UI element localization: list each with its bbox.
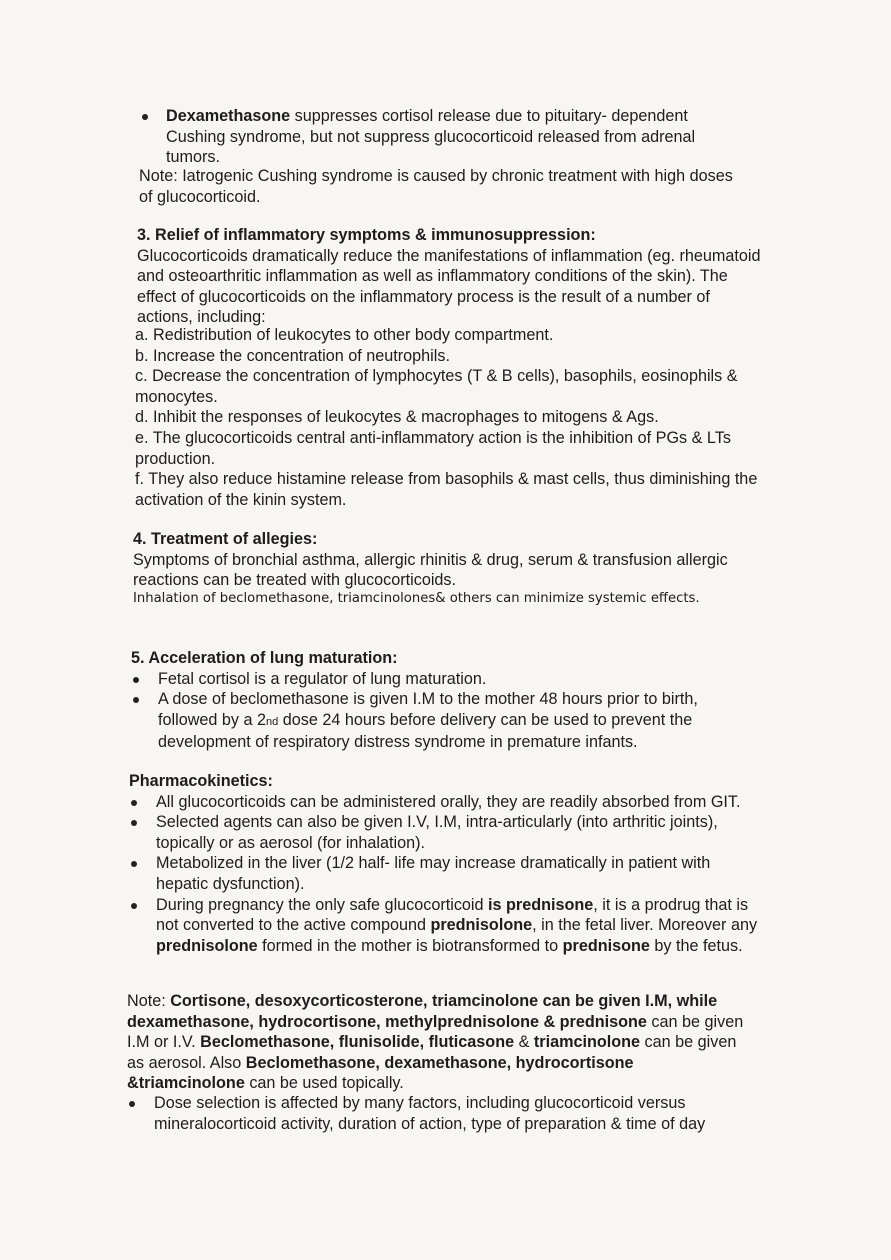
section-4 xyxy=(133,529,753,591)
section-5-heading: 5. Acceleration of lung maturation: xyxy=(131,649,398,667)
list-item: a. Redistribution of leukocytes to other body compartment. xyxy=(135,326,554,344)
section-5 xyxy=(131,648,756,753)
section-4-heading: 4. Treatment of allegies: xyxy=(133,530,318,548)
section-3 xyxy=(137,225,762,328)
section-3-items xyxy=(135,325,760,510)
bullet-icon xyxy=(131,800,137,806)
section-3-heading: 3. Relief of inflammatory symptoms & immunosuppression: xyxy=(137,226,596,244)
list-item: A dose of beclomethasone is given I.M to the mother 48 hours prior to birth, followed by a 2nd dose 24 hours before delivery can be used to prevent the development of respiratory distress syndrome in premature infants. xyxy=(131,689,756,753)
bullet-icon xyxy=(142,114,148,120)
list-item: d. Inhibit the responses of leukocytes & macrophages to mitogens & Ags. xyxy=(135,408,659,427)
bullet-icon xyxy=(133,677,139,683)
bullet-icon xyxy=(129,1101,135,1107)
dose-selection-bullet xyxy=(127,1093,757,1134)
section-4-text: Symptoms of bronchial asthma, allergic rhinitis & drug, serum & transfusion allergic reactions can be treated with glucocorticoids. xyxy=(133,550,728,590)
dexamethasone-bullet xyxy=(139,106,749,168)
section-4-inhalation: Inhalation of beclomethasone, triamcinolones& others can minimize systemic effects. xyxy=(133,591,700,606)
list-item: Metabolized in the liver (1/2 half- life may increase dramatically in patient with hepatic dysfunction). xyxy=(129,853,759,894)
list-item: f. They also reduce histamine release from basophils & mast cells, thus diminishing the activation of the kinin system. xyxy=(135,470,758,509)
bullet-icon xyxy=(131,903,137,909)
pharmacokinetics xyxy=(129,771,759,956)
list-item: b. Increase the concentration of neutrophils. xyxy=(135,346,450,365)
bullet-text: Dexamethasone suppresses cortisol release due to pituitary- dependent Cushing syndrome, but not suppress glucocorticoid released from adrenal tumors. xyxy=(166,107,696,167)
section-3-intro: Glucocorticoids dramatically reduce the manifestations of inflammation (eg. rheumatoid and osteoarthritic inflammation as well as inflammatory conditions of the skin). The effect of glucocorticoids on the inflammatory process is the result of a number of actions, including: xyxy=(137,246,761,327)
list-item: Fetal cortisol is a regulator of lung maturation. xyxy=(131,669,756,690)
bullet-icon xyxy=(133,697,139,703)
iatrogenic-note: Note: Iatrogenic Cushing syndrome is caused by chronic treatment with high doses of glucocorticoid. xyxy=(139,167,733,206)
list-item: Dose selection is affected by many factors, including glucocorticoid versus mineralocorticoid activity, duration of action, type of preparation & time of day xyxy=(127,1093,757,1134)
list-item: e. The glucocorticoids central anti-inflammatory action is the inhibition of PGs & LTs production. xyxy=(135,428,731,468)
list-item: All glucocorticoids can be administered orally, they are readily absorbed from GIT. xyxy=(129,792,759,813)
list-item: During pregnancy the only safe glucocorticoid is prednisone, it is a prodrug that is not converted to the active compound prednisolone, in the fetal liver. Moreover any prednisolone formed in the mother is biotransformed to prednisone by the fetus. xyxy=(129,895,759,957)
bullet-icon xyxy=(131,820,137,826)
routes-note: Note: Cortisone, desoxycorticosterone, triamcinolone can be given I.M, while dexamethasone, hydrocortisone, methylprednisolone & prednisone can be given I.M or I.V. Beclomethasone, flunisolide, fluticasone & triamcinolone can be given as aerosol. Also Beclomethasone, dexamethasone, hydrocortisone &triamcinolone can be used topically. xyxy=(127,992,744,1093)
bullet-icon xyxy=(131,861,137,867)
pharmacokinetics-heading: Pharmacokinetics: xyxy=(129,772,273,790)
list-item: c. Decrease the concentration of lymphocytes (T & B cells), basophils, eosinophils & monocytes. xyxy=(135,367,738,406)
list-item: Selected agents can also be given I.V, I.M, intra-articularly (into arthritic joints), topically or as aerosol (for inhalation). xyxy=(129,812,759,853)
